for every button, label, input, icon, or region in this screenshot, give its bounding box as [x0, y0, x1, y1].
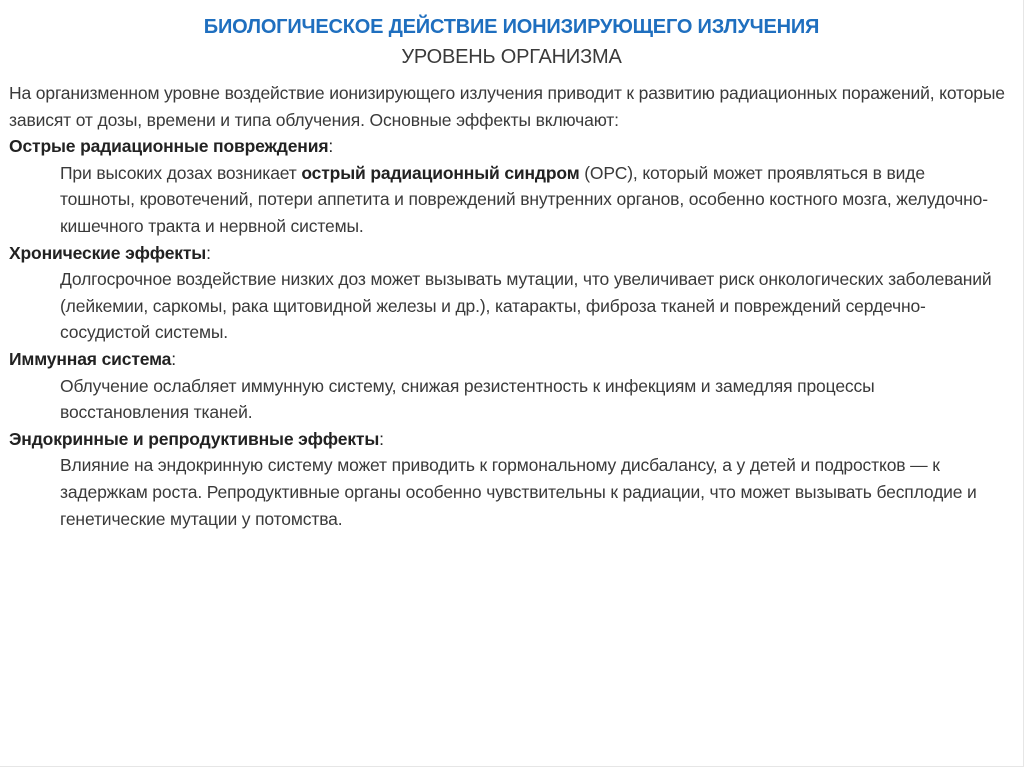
- heading-colon: :: [379, 428, 384, 449]
- text-segment: (ОРС), который может проявляться в виде тошноты, кровотечений, потери аппетита и повреждений внутренних органов, особенно костного мозга, желудочно-кишечного тракта и нервной системы.: [60, 162, 988, 236]
- section-heading-label: Эндокринные и репродуктивные эффекты: [9, 428, 380, 449]
- slide-subtitle: УРОВЕНЬ ОРГАНИЗМА: [401, 46, 622, 68]
- title-block: [0, 12, 1023, 72]
- section-heading-label: Острые радиационные повреждения: [9, 136, 329, 157]
- text-segment: При высоких дозах возникает: [60, 162, 302, 183]
- section-text-immune: Облучение ослабляет иммунную систему, снижая резистентность к инфекциям и замедляя процессы восстановления тканей.: [60, 375, 875, 423]
- section-heading-label: Иммунная система: [9, 348, 172, 369]
- heading-colon: :: [328, 136, 334, 157]
- bold-term: острый радиационный синдром: [301, 162, 580, 183]
- slide-title: БИОЛОГИЧЕСКОЕ ДЕЙСТВИЕ ИОНИЗИРУЮЩЕГО ИЗЛУЧЕНИЯ: [203, 16, 820, 38]
- section-heading-chronic: [9, 240, 1009, 267]
- section-text-chronic: Долгосрочное воздействие низких доз может вызывать мутации, что увеличивает риск онкологических заболеваний (лейкемии, саркомы, рака щитовидной железы и др.), катаракты, фиброза тканей и повреждений сердечно-сосудистой системы.: [60, 269, 992, 343]
- heading-colon: :: [206, 242, 211, 263]
- section-text-endocrine: Влияние на эндокринную систему может приводить к гормональному дисбалансу, а у детей и подростков — к задержкам роста. Репродуктивные органы особенно чувствительны к радиации, что может вызывать бесплодие и генетические мутации у потомства.: [60, 455, 977, 529]
- section-heading-endocrine: [9, 426, 1009, 453]
- section-heading-acute: [9, 133, 1009, 160]
- intro-paragraph: На организменном уровне воздействие ионизирующего излучения приводит к развитию радиационных поражений, которые зависят от дозы, времени и типа облучения. Основные эффекты включают:: [9, 83, 1005, 130]
- section-text-acute: [9, 160, 1009, 240]
- slide-content: [9, 80, 1009, 532]
- section-heading-immune: [9, 346, 1009, 373]
- section-heading-label: Хронические эффекты: [9, 242, 207, 263]
- heading-colon: :: [171, 348, 176, 369]
